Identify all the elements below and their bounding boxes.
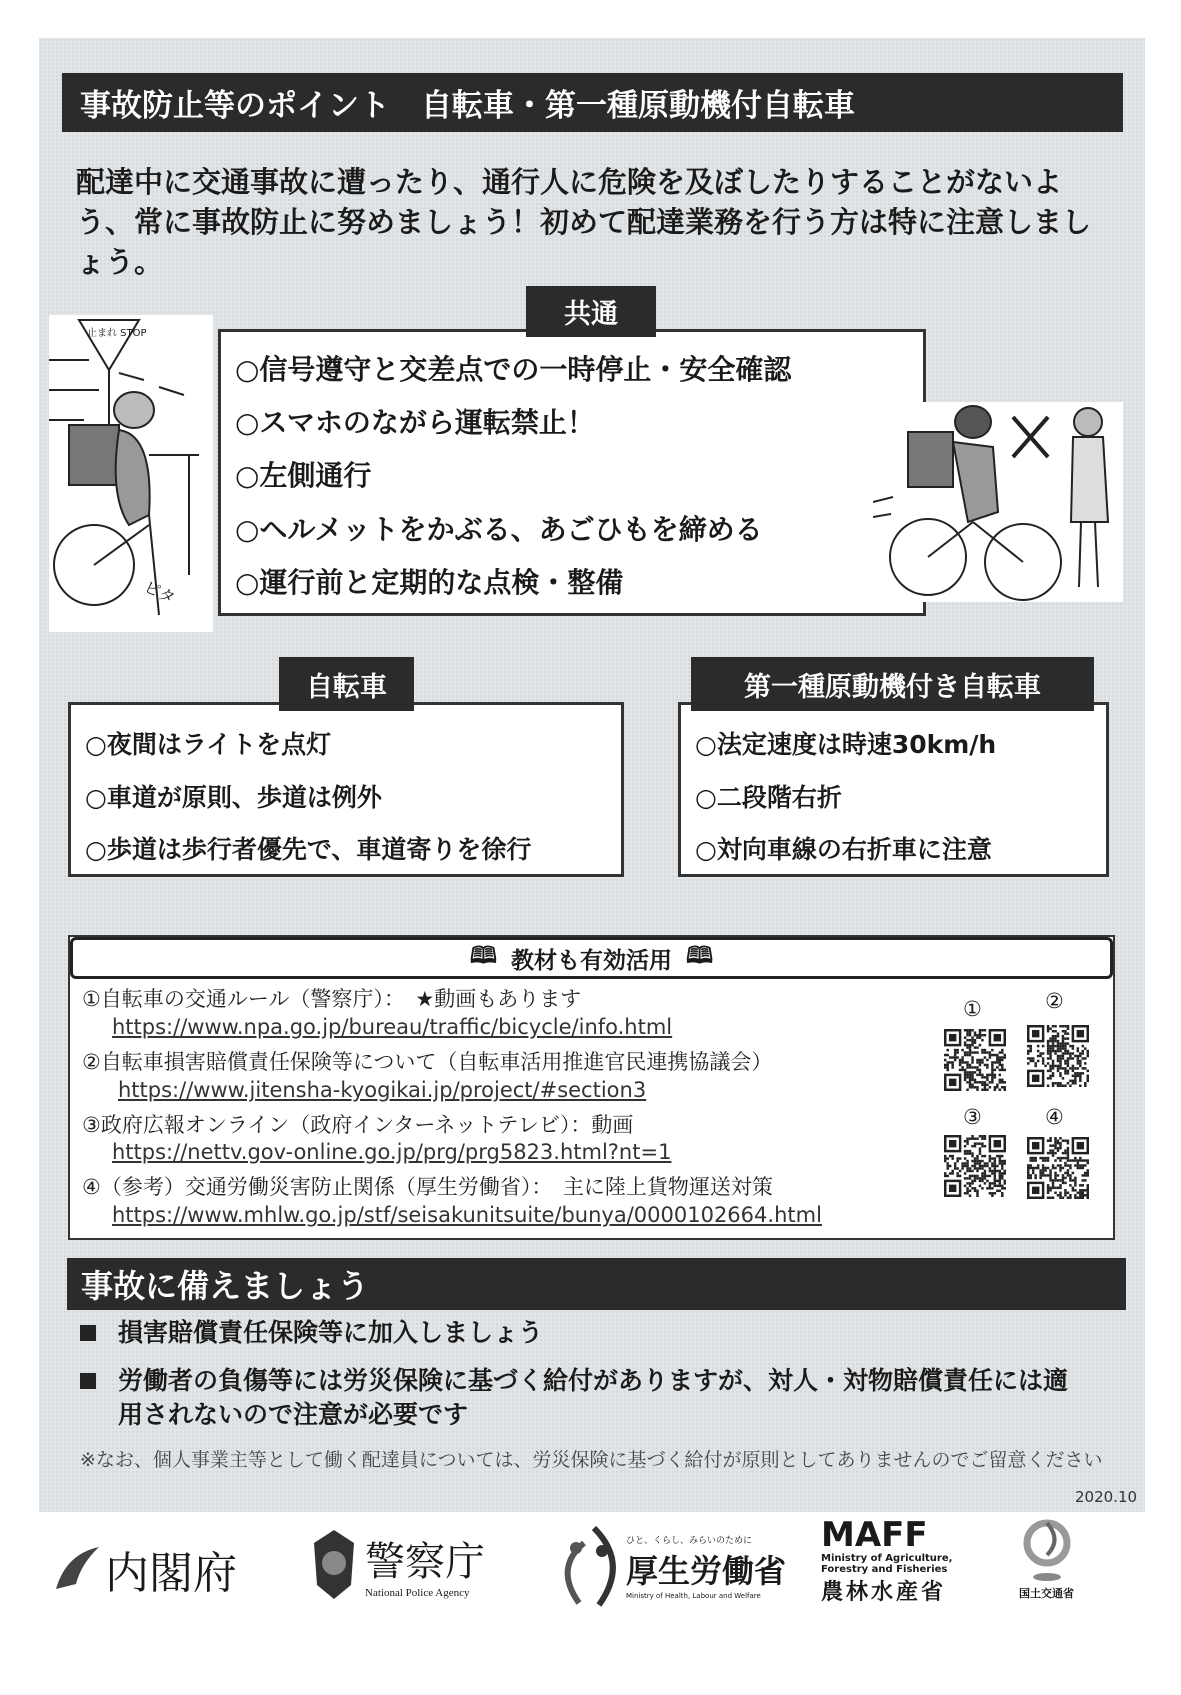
maff-logo <box>821 1517 952 1606</box>
moped-tab: 第一種原動機付き自転車 <box>691 657 1094 711</box>
book-icon: 🕮 <box>469 942 497 969</box>
people-emblem-icon <box>554 1523 626 1609</box>
qr-label: ① <box>963 997 982 1021</box>
common-rule: ○スマホのながら運転禁止！ <box>235 406 595 439</box>
maff-name-en: Forestry and Fisheries <box>821 1564 948 1575</box>
qr-code-icon[interactable] <box>944 1135 1006 1197</box>
prepare-heading: 事故に備えましょう <box>67 1258 1126 1310</box>
qr-label: ③ <box>963 1105 982 1129</box>
square-bullet-icon <box>80 1325 96 1341</box>
bicycle-tab: 自転車 <box>279 657 414 711</box>
leaf-icon <box>51 1544 101 1594</box>
qr-code-icon[interactable] <box>944 1029 1006 1091</box>
maff-name-en: Ministry of Agriculture, <box>821 1553 953 1564</box>
common-tab: 共通 <box>526 286 656 337</box>
cabinet-office-name: 内閣府 <box>105 1548 237 1599</box>
police-name-en: National Police Agency <box>365 1586 470 1599</box>
moped-rule: ○法定速度は時速30km/h <box>695 730 997 759</box>
material-title: ④（参考）交通労働災害防止関係（厚生労働省）： 主に陸上貨物運送対策 <box>82 1175 773 1199</box>
material-title: ②自転車損害賠償責任保険等について（自転車活用推進官民連携協議会） <box>82 1050 773 1074</box>
qr-label: ② <box>1045 989 1064 1013</box>
cabinet-office-logo <box>51 1537 237 1601</box>
page-title: 事故防止等のポイント 自転車・第一種原動機付自転車 <box>62 73 1123 132</box>
square-bullet-icon <box>80 1373 96 1389</box>
note-text: ※なお、個人事業主等として働く配達員については、労災保険に基づく給付が原則としてありませんのでご留意ください <box>80 1449 1103 1471</box>
mlit-emblem-icon <box>1022 1515 1072 1585</box>
bicycle-rule: ○車道が原則、歩道は例外 <box>85 783 382 812</box>
book-icon: 🕮 <box>686 942 714 969</box>
bicycle-rule: ○夜間はライトを点灯 <box>85 730 332 759</box>
police-emblem-icon <box>309 1525 359 1603</box>
issue-date: 2020.10 <box>1075 1488 1138 1506</box>
mhlw-name-en: Ministry of Health, Labour and Welfare <box>626 1591 761 1600</box>
qr-label: ④ <box>1045 1105 1064 1129</box>
cyclist-stop-illustration <box>49 315 213 632</box>
moped-rules-box <box>678 702 1109 877</box>
common-rule: ○信号遵守と交差点での一時停止・安全確認 <box>235 353 792 386</box>
sound-effect-text: ピタ <box>141 577 179 608</box>
police-name: 警察庁 <box>365 1538 485 1585</box>
mhlw-tagline: ひと、くらし、みらいのために <box>626 1535 753 1546</box>
common-rule: ○左側通行 <box>235 459 372 492</box>
moped-rule: ○対向車線の右折車に注意 <box>695 835 992 864</box>
material-link[interactable]: https://www.mhlw.go.jp/stf/seisakunitsuite/bunya/0000102664.html <box>112 1203 822 1227</box>
stop-sign-text: 止まれ STOP <box>87 328 147 339</box>
bullet-text: 損害賠償責任保険等に加入しましょう <box>118 1318 544 1347</box>
mhlw-name: 厚生労働省 <box>626 1551 787 1590</box>
materials-heading-text: 教材も有効活用 <box>511 947 672 974</box>
materials-box <box>68 935 1115 1240</box>
police-logo <box>309 1525 485 1603</box>
common-rule: ○運行前と定期的な点検・整備 <box>235 566 624 599</box>
maff-acronym: MAFF <box>821 1515 928 1555</box>
qr-code-icon[interactable] <box>1027 1025 1089 1087</box>
intro-text: 配達中に交通事故に遭ったり、通行人に危険を及ぼしたりすることがないよう、常に事故防止に努めましょう！初めて配達業務を行う方は特に注意しましょう。 <box>76 165 1092 279</box>
bicycle-rules-box <box>68 702 624 877</box>
prepare-bullet <box>80 1364 1120 1432</box>
common-rule: ○ヘルメットをかぶる、あごひもを締める <box>235 513 763 546</box>
maff-name: 農林水産省 <box>821 1580 947 1605</box>
material-link[interactable]: https://nettv.gov-online.go.jp/prg/prg5823.html?nt=1 <box>112 1140 672 1164</box>
ministry-logos <box>39 1515 1145 1627</box>
material-title: ①自転車の交通ルール（警察庁）： ★動画もあります <box>82 987 582 1011</box>
bullet-text: 労働者の負傷等には労災保険に基づく給付がありますが、対人・対物賠償責任には適用されないので注意が必要です <box>118 1366 1069 1429</box>
moped-rule: ○二段階右折 <box>695 783 842 812</box>
prepare-bullet <box>80 1316 1120 1350</box>
mhlw-logo <box>554 1523 786 1609</box>
material-title: ③政府広報オンライン（政府インターネットテレビ）：動画 <box>82 1113 634 1137</box>
material-link[interactable]: https://www.jitensha-kyogikai.jp/project/#section3 <box>118 1078 647 1102</box>
materials-heading <box>70 937 1113 979</box>
smartphone-riding-illustration <box>873 402 1123 602</box>
qr-code-icon[interactable] <box>1027 1137 1089 1199</box>
mlit-logo <box>1019 1515 1074 1601</box>
common-rules-box <box>218 329 926 616</box>
mlit-name: 国土交通省 <box>1019 1587 1074 1600</box>
material-link[interactable]: https://www.npa.go.jp/bureau/traffic/bicycle/info.html <box>112 1015 673 1039</box>
bicycle-rule: ○歩道は歩行者優先で、車道寄りを徐行 <box>85 835 532 864</box>
